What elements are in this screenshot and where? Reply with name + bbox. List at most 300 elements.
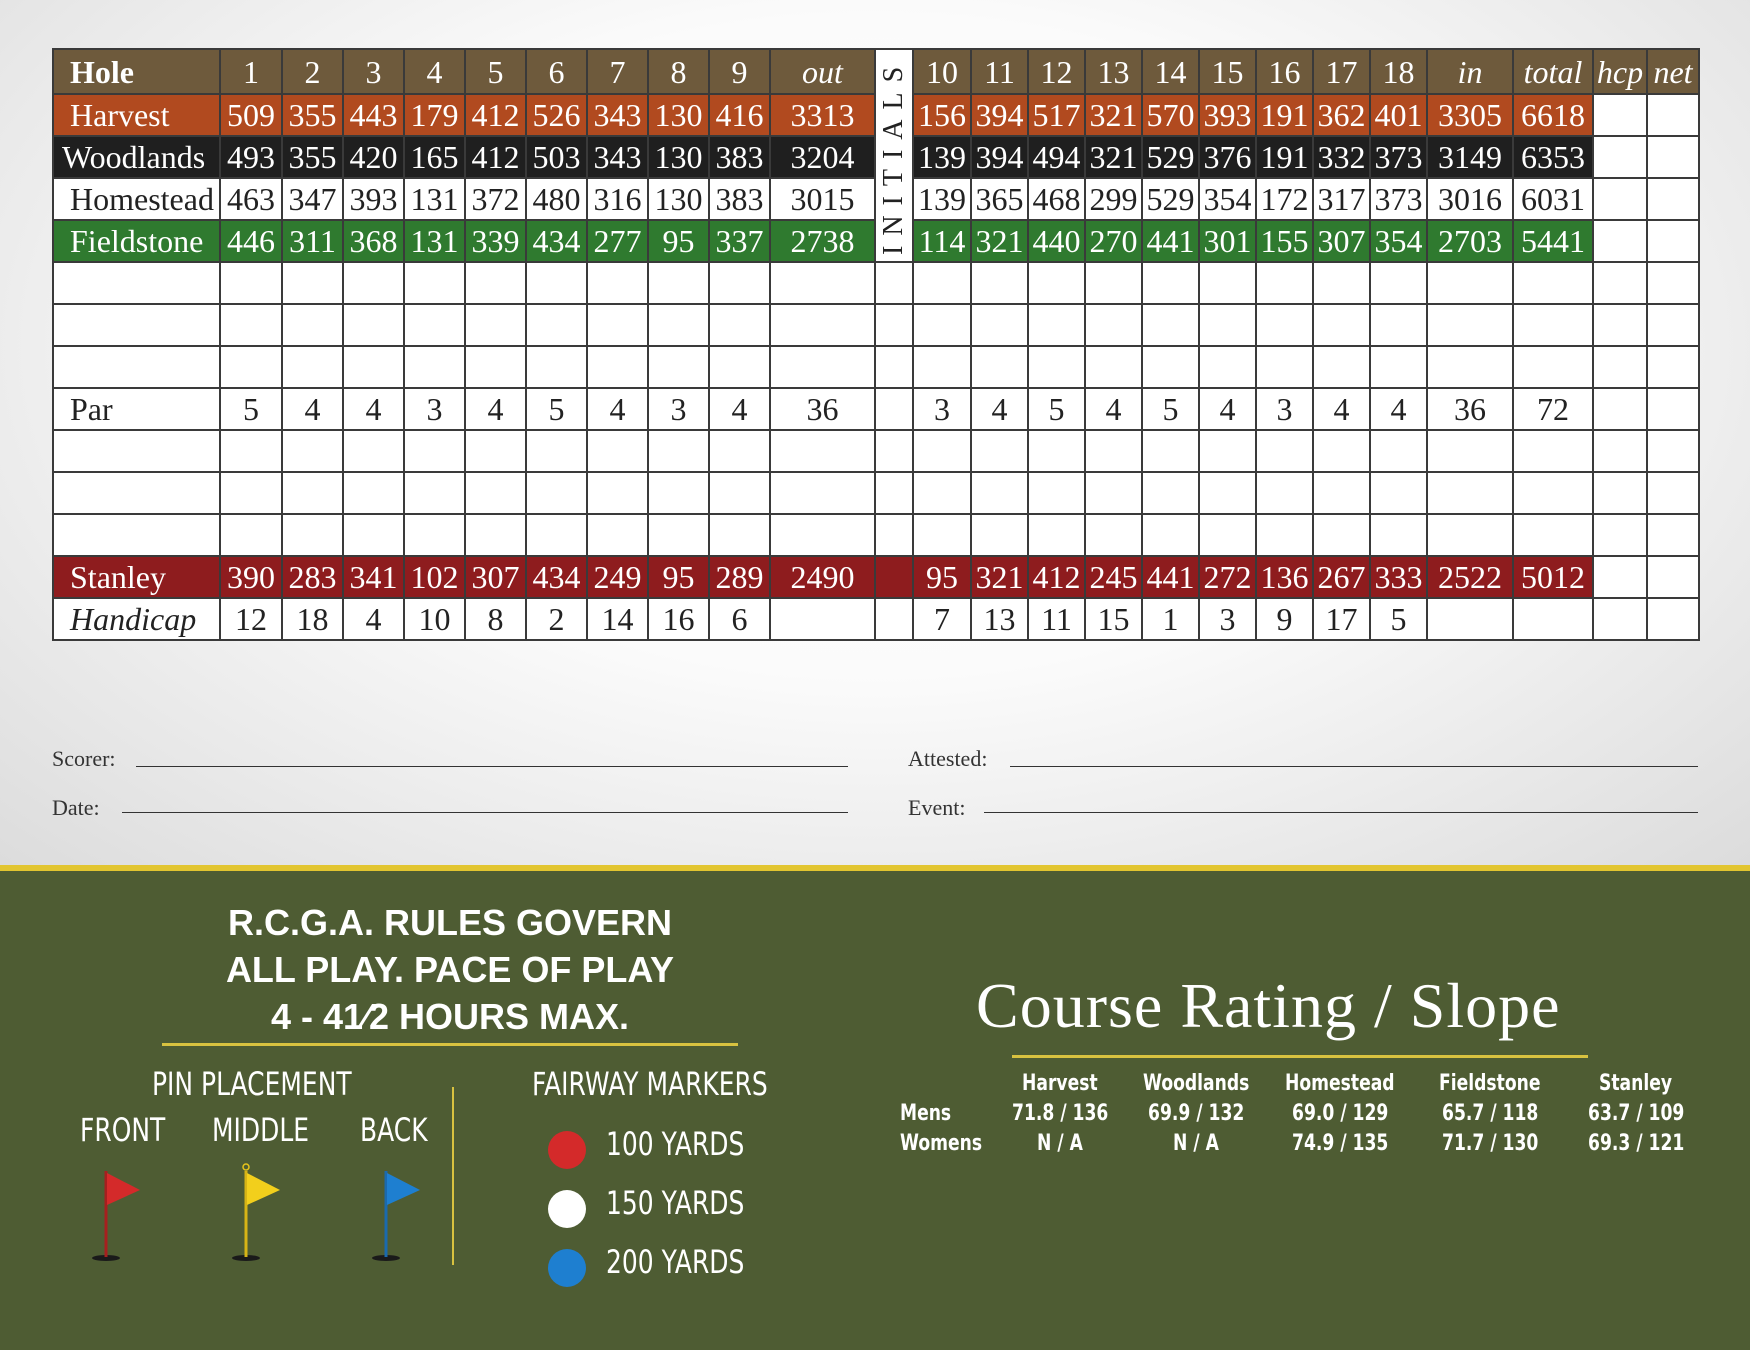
yardage-cell: 341 [343,556,404,598]
yardage-cell: 373 [1370,178,1427,220]
mens-rating: 71.8 / 136 [1011,1101,1109,1126]
score-cell[interactable] [1593,472,1647,514]
score-cell[interactable] [1028,472,1085,514]
par-out: 36 [770,388,875,430]
score-cell[interactable] [587,346,648,388]
par-cell: 3 [648,388,709,430]
yardage-cell: 339 [465,220,526,262]
mens-rating: 69.0 / 129 [1291,1101,1389,1126]
score-cell[interactable] [875,514,913,556]
yardage-cell: 333 [1370,556,1427,598]
score-cell[interactable] [404,514,465,556]
event-line[interactable] [984,812,1698,813]
attested-line[interactable] [1010,766,1698,767]
score-cell[interactable] [53,514,220,556]
score-cell[interactable] [587,514,648,556]
score-cell[interactable] [1028,262,1085,304]
rules-line-3: 4 - 41⁄2 HOURS MAX. [270,996,630,1037]
score-cell[interactable] [1256,304,1313,346]
score-cell[interactable] [404,430,465,472]
score-cell[interactable] [770,346,875,388]
score-cell[interactable] [1427,262,1513,304]
score-cell[interactable] [1313,304,1370,346]
score-cell[interactable] [913,514,971,556]
hole-number: 7 [587,49,648,94]
handicap-cell: 12 [220,598,282,640]
score-cell[interactable] [465,514,526,556]
score-cell[interactable] [220,472,282,514]
score-cell[interactable] [1256,430,1313,472]
score-cell[interactable] [875,262,913,304]
score-cell[interactable] [913,346,971,388]
score-cell[interactable] [1142,514,1199,556]
yardage-cell: 529 [1142,178,1199,220]
yardage-cell: 130 [648,94,709,136]
par-cell: 4 [709,388,770,430]
womens-label: Womens [900,1131,983,1156]
grand-total: 5012 [1513,556,1593,598]
score-cell[interactable] [1513,346,1593,388]
score-cell[interactable] [220,514,282,556]
tee-name: Woodlands [53,136,220,178]
handicap-cell: 8 [465,598,526,640]
tee-row-stanley [53,556,1699,598]
initials-column: INITIALS [875,49,913,262]
yardage-cell: 277 [587,220,648,262]
score-cell[interactable] [1427,346,1513,388]
score-entry-row [53,472,1699,514]
score-cell[interactable] [53,472,220,514]
score-cell[interactable] [53,304,220,346]
womens-rating: N / A [1173,1131,1219,1156]
score-cell[interactable] [1142,346,1199,388]
in-total: 2522 [1427,556,1513,598]
mens-label: Mens [900,1101,952,1126]
net-cell[interactable] [1647,388,1699,430]
yardage-cell: 394 [971,94,1028,136]
yardage-cell: 139 [913,136,971,178]
score-cell[interactable] [1199,304,1256,346]
net-cell[interactable] [1647,178,1699,220]
score-cell[interactable] [875,346,913,388]
score-cell[interactable] [648,346,709,388]
score-cell[interactable] [1370,346,1427,388]
hole-number: 15 [1199,49,1256,94]
yardage-cell: 393 [1199,94,1256,136]
yardage-cell: 441 [1142,220,1199,262]
grand-total: 6353 [1513,136,1593,178]
score-cell[interactable] [282,472,343,514]
score-cell[interactable] [1142,262,1199,304]
score-cell[interactable] [343,514,404,556]
par-cell: 4 [465,388,526,430]
score-cell[interactable] [1085,346,1142,388]
par-cell: 4 [1370,388,1427,430]
hole-number: 11 [971,49,1028,94]
date-label: Date: [52,795,100,820]
score-cell[interactable] [1142,430,1199,472]
score-cell[interactable] [220,304,282,346]
fairway-markers-title: FAIRWAY MARKERS [532,1065,768,1103]
yardage-cell: 191 [1256,136,1313,178]
handicap-in[interactable] [1427,598,1513,640]
tee-name: Harvest [53,94,220,136]
score-cell[interactable] [1313,472,1370,514]
attested-label: Attested: [908,746,988,771]
score-cell[interactable] [1427,304,1513,346]
score-cell[interactable] [587,472,648,514]
yardage-cell: 321 [1085,136,1142,178]
score-cell[interactable] [220,430,282,472]
score-cell[interactable] [1370,514,1427,556]
score-cell[interactable] [875,430,913,472]
score-cell[interactable] [1256,262,1313,304]
score-cell[interactable] [648,430,709,472]
score-cell[interactable] [343,430,404,472]
score-cell[interactable] [1199,262,1256,304]
score-cell[interactable] [1427,430,1513,472]
score-cell[interactable] [1593,430,1647,472]
score-cell[interactable] [1513,304,1593,346]
score-cell[interactable] [648,472,709,514]
yardage-cell: 412 [1028,556,1085,598]
scorer-line[interactable] [136,766,848,767]
score-cell[interactable] [282,304,343,346]
par-cell: 5 [526,388,587,430]
score-cell[interactable] [709,430,770,472]
score-cell[interactable] [1199,346,1256,388]
score-cell[interactable] [343,304,404,346]
score-cell[interactable] [526,472,587,514]
score-cell[interactable] [282,514,343,556]
score-cell[interactable] [1647,304,1699,346]
yardage-cell: 136 [1256,556,1313,598]
hcp-cell[interactable] [1593,136,1647,178]
score-cell[interactable] [1593,304,1647,346]
score-cell[interactable] [971,346,1028,388]
yardage-cell: 434 [526,220,587,262]
net-cell[interactable] [1647,220,1699,262]
net-cell[interactable] [1647,598,1699,640]
womens-rating: 74.9 / 135 [1291,1131,1389,1156]
initials-cell[interactable] [875,598,913,640]
header-row [53,49,1699,94]
score-cell[interactable] [1028,430,1085,472]
score-cell[interactable] [1028,346,1085,388]
score-cell[interactable] [587,430,648,472]
score-cell[interactable] [220,346,282,388]
yardage-cell: 272 [1199,556,1256,598]
score-cell[interactable] [465,304,526,346]
hole-number: 8 [648,49,709,94]
score-cell[interactable] [875,304,913,346]
net-cell[interactable] [1647,94,1699,136]
score-cell[interactable] [1370,304,1427,346]
score-cell[interactable] [1085,514,1142,556]
score-cell[interactable] [971,472,1028,514]
net-cell[interactable] [1647,556,1699,598]
score-cell[interactable] [1028,304,1085,346]
par-cell: 3 [404,388,465,430]
rules-line-1: R.C.G.A. RULES GOVERN [227,902,673,943]
score-cell[interactable] [709,346,770,388]
par-cell: 4 [971,388,1028,430]
scorecard-table [52,48,1700,641]
hole-number: 2 [282,49,343,94]
score-cell[interactable] [913,430,971,472]
yardage-cell: 354 [1370,220,1427,262]
score-cell[interactable] [220,262,282,304]
yardage-cell: 347 [282,178,343,220]
scorer-label: Scorer: [52,746,116,771]
score-cell[interactable] [526,430,587,472]
score-entry-row [53,514,1699,556]
in-total: 2703 [1427,220,1513,262]
hcp-cell[interactable] [1593,388,1647,430]
yardage-cell: 372 [465,178,526,220]
score-cell[interactable] [770,262,875,304]
out-total: 2738 [770,220,875,262]
par-cell: 5 [220,388,282,430]
pin-placement-title: PIN PLACEMENT [152,1065,352,1103]
yardage-cell: 354 [1199,178,1256,220]
yardage-cell: 355 [282,94,343,136]
score-cell[interactable] [1313,430,1370,472]
score-cell[interactable] [1593,514,1647,556]
date-line[interactable] [122,812,848,813]
score-cell[interactable] [770,430,875,472]
handicap-cell: 17 [1313,598,1370,640]
initials-cell[interactable] [875,388,913,430]
hcp-header: hcp [1593,49,1647,94]
par-cell: 4 [587,388,648,430]
score-cell[interactable] [526,262,587,304]
yardage-cell: 130 [648,136,709,178]
score-cell[interactable] [1427,472,1513,514]
score-cell[interactable] [465,472,526,514]
yardage-cell: 172 [1256,178,1313,220]
course-rating-title: Course Rating / Slope [976,970,1561,1041]
score-cell[interactable] [1647,430,1699,472]
yardage-cell: 494 [1028,136,1085,178]
score-cell[interactable] [1085,304,1142,346]
score-cell[interactable] [875,472,913,514]
score-cell[interactable] [1647,346,1699,388]
score-cell[interactable] [526,514,587,556]
score-cell[interactable] [913,262,971,304]
hcp-cell[interactable] [1593,598,1647,640]
par-cell: 3 [913,388,971,430]
handicap-cell: 15 [1085,598,1142,640]
yardage-cell: 321 [971,220,1028,262]
score-cell[interactable] [709,472,770,514]
blue-marker-icon [548,1249,586,1287]
score-cell[interactable] [1313,346,1370,388]
par-row [53,388,1699,430]
yardage-cell: 139 [913,178,971,220]
yardage-cell: 468 [1028,178,1085,220]
marker-label-200: 200 YARDS [606,1243,745,1281]
hole-number: 9 [709,49,770,94]
score-cell[interactable] [648,304,709,346]
score-cell[interactable] [1370,262,1427,304]
score-cell[interactable] [770,514,875,556]
yardage-cell: 307 [465,556,526,598]
score-cell[interactable] [1370,472,1427,514]
yardage-cell: 317 [1313,178,1370,220]
score-cell[interactable] [1085,262,1142,304]
score-cell[interactable] [1427,514,1513,556]
score-cell[interactable] [709,262,770,304]
par-cell: 3 [1256,388,1313,430]
score-cell[interactable] [1647,472,1699,514]
score-cell[interactable] [971,304,1028,346]
yardage-cell: 307 [1313,220,1370,262]
yardage-cell: 517 [1028,94,1085,136]
yardage-cell: 289 [709,556,770,598]
score-cell[interactable] [282,430,343,472]
handicap-row [53,598,1699,640]
score-cell[interactable] [1142,472,1199,514]
marker-label-100: 100 YARDS [606,1125,745,1163]
score-cell[interactable] [1199,514,1256,556]
yardage-cell: 365 [971,178,1028,220]
yardage-cell: 373 [1370,136,1427,178]
yardage-cell: 434 [526,556,587,598]
score-cell[interactable] [770,304,875,346]
score-cell[interactable] [1313,514,1370,556]
yardage-cell: 249 [587,556,648,598]
score-cell[interactable] [465,346,526,388]
score-cell[interactable] [587,304,648,346]
yardage-cell: 362 [1313,94,1370,136]
score-cell[interactable] [465,262,526,304]
score-cell[interactable] [465,430,526,472]
par-cell: 4 [1085,388,1142,430]
initials-cell [875,556,913,598]
score-entry-row [53,262,1699,304]
hcp-cell[interactable] [1593,220,1647,262]
score-cell[interactable] [913,472,971,514]
score-cell[interactable] [1593,346,1647,388]
yardage-cell: 95 [913,556,971,598]
score-cell[interactable] [971,262,1028,304]
hole-number: 6 [526,49,587,94]
yardage-cell: 337 [709,220,770,262]
score-cell[interactable] [1513,430,1593,472]
score-cell[interactable] [1513,472,1593,514]
handicap-cell: 2 [526,598,587,640]
handicap-cell: 5 [1370,598,1427,640]
score-cell[interactable] [53,430,220,472]
score-cell[interactable] [53,262,220,304]
score-cell[interactable] [1513,514,1593,556]
score-cell[interactable] [526,304,587,346]
rating-tee-name: Fieldstone [1439,1071,1541,1096]
score-cell[interactable] [1142,304,1199,346]
yardage-cell: 383 [709,178,770,220]
score-cell[interactable] [404,304,465,346]
in-total: 3016 [1427,178,1513,220]
score-cell[interactable] [770,472,875,514]
score-cell[interactable] [1256,346,1313,388]
score-cell[interactable] [1199,430,1256,472]
score-cell[interactable] [913,304,971,346]
score-cell[interactable] [1085,430,1142,472]
score-entry-row [53,346,1699,388]
hole-number: 18 [1370,49,1427,94]
score-cell[interactable] [1513,262,1593,304]
score-cell[interactable] [343,262,404,304]
yardage-cell: 95 [648,220,709,262]
score-cell[interactable] [648,262,709,304]
rules-line-2: ALL PLAY. PACE OF PLAY [225,949,675,990]
score-cell[interactable] [587,262,648,304]
score-cell[interactable] [1370,430,1427,472]
score-cell[interactable] [971,514,1028,556]
score-cell[interactable] [404,262,465,304]
rules-underline [162,1043,738,1046]
yardage-cell: 114 [913,220,971,262]
score-cell[interactable] [343,346,404,388]
yardage-cell: 191 [1256,94,1313,136]
score-cell[interactable] [53,346,220,388]
hcp-cell[interactable] [1593,178,1647,220]
yardage-cell: 131 [404,220,465,262]
yardage-cell: 156 [913,94,971,136]
score-cell[interactable] [709,514,770,556]
yardage-cell: 446 [220,220,282,262]
yardage-cell: 394 [971,136,1028,178]
score-cell[interactable] [1256,472,1313,514]
score-cell[interactable] [282,262,343,304]
yardage-cell: 283 [282,556,343,598]
score-cell[interactable] [343,472,404,514]
yardage-cell: 440 [1028,220,1085,262]
score-cell[interactable] [404,472,465,514]
score-cell[interactable] [1256,514,1313,556]
score-cell[interactable] [1085,472,1142,514]
yardage-cell: 343 [587,94,648,136]
womens-rating: 69.3 / 121 [1587,1131,1685,1156]
score-cell[interactable] [404,346,465,388]
score-cell[interactable] [1647,514,1699,556]
score-cell[interactable] [709,304,770,346]
yardage-cell: 412 [465,136,526,178]
score-cell[interactable] [526,346,587,388]
score-entry-row [53,430,1699,472]
handicap-total[interactable] [1513,598,1593,640]
score-cell[interactable] [971,430,1028,472]
yardage-cell: 463 [220,178,282,220]
hcp-cell[interactable] [1593,556,1647,598]
score-cell[interactable] [282,346,343,388]
score-cell[interactable] [648,514,709,556]
score-cell[interactable] [1647,262,1699,304]
handicap-out[interactable] [770,598,875,640]
score-cell[interactable] [1313,262,1370,304]
hcp-cell[interactable] [1593,94,1647,136]
score-cell[interactable] [1593,262,1647,304]
net-cell[interactable] [1647,136,1699,178]
grand-total: 6618 [1513,94,1593,136]
yardage-cell: 316 [587,178,648,220]
score-cell[interactable] [1199,472,1256,514]
hole-number: 3 [343,49,404,94]
yardage-cell: 443 [343,94,404,136]
hole-number: 10 [913,49,971,94]
score-cell[interactable] [1028,514,1085,556]
